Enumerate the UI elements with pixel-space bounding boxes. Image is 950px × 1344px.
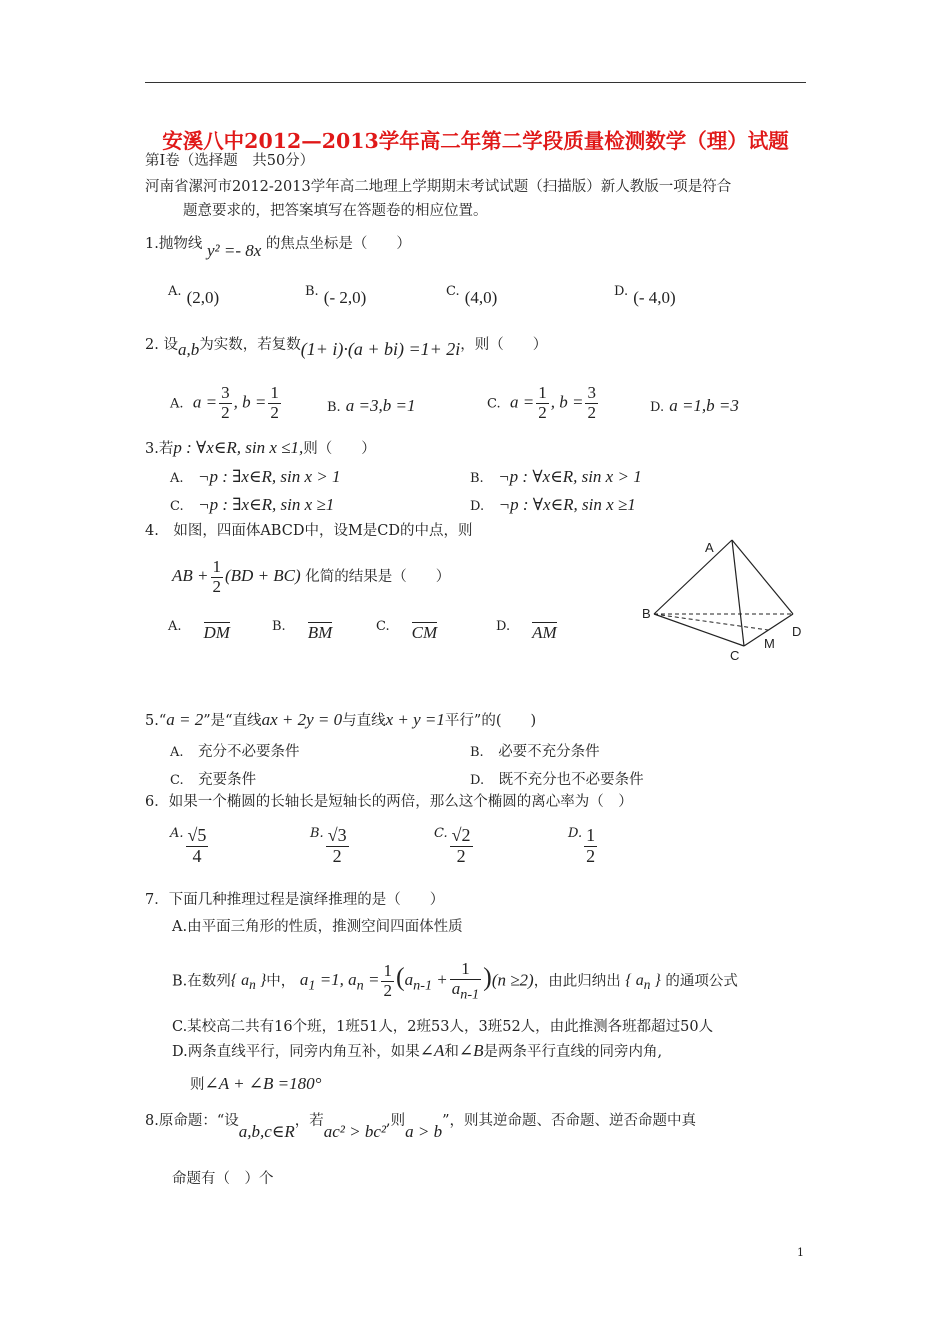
q2-option-d: D. a =1,b =3 (650, 396, 739, 415)
q3-option-a: A. ¬p : ∃x∈R, sin x > 1 (170, 467, 341, 486)
edge-ac (732, 540, 744, 646)
q3-option-c: C. ¬p : ∃x∈R, sin x ≥1 (170, 495, 335, 514)
q5-option-c: C. 充要条件 (170, 772, 257, 788)
question-6: 6．如果一个椭圆的长轴长是短轴长的两倍，那么这个椭圆的离心率为（ ） (145, 794, 633, 810)
q6-option-d: $^{D.}$ $\frac{1}{2}$ (568, 825, 596, 866)
q2-vars: a,b (177, 340, 200, 359)
q7-option-a: A.由平面三角形的性质，推测空间四面体性质 (172, 919, 463, 935)
q1-option-b: B. (- 2,0) (305, 284, 367, 307)
q5-option-d: D. 既不充分也不必要条件 (470, 772, 644, 788)
question-2: 2. 设a,b为实数，若复数(1+ i)·(a + bi) =1+ 2i，则（ ） (145, 337, 548, 359)
q6-option-c: $^{C.}$ $\frac{√2}{2}$ (434, 825, 471, 866)
q3-option-b: B. ¬p : ∀x∈R, sin x > 1 (470, 467, 642, 486)
q6-option-b: $^{B.}$ $\frac{√3}{2}$ (310, 825, 347, 866)
q7-option-b: B.在数列{ $a_n$ }中， $a_1 =1$, $a_n$ = $\frac{1}{2}$ ($a_{n-1}$ + $\frac{1}{a_{n-1}}$ )(n ≥2)，由此归纳出 { $a_n$ } 的通项公式 (172, 959, 738, 1003)
q4-option-c: C. CM (376, 619, 438, 642)
q7-option-c: C.某校高二共有16个班，1班51人，2班53人，3班52人，由此推测各班都超过50人 (172, 1019, 714, 1035)
q3-option-d: D. ¬p : ∀x∈R, sin x ≥1 (470, 495, 636, 514)
q1-option-c: C. (4,0) (446, 284, 498, 307)
q1-formula: y² =- 8x (206, 241, 262, 260)
q7-option-d: D.两条直线平行，同旁内角互补，如果∠A和∠B是两条平行直线的同旁内角, (172, 1041, 663, 1060)
q2-formula: (1+ i)·(a + bi) =1+ 2i (300, 339, 461, 359)
q4-option-a: A. DM (168, 619, 230, 642)
q4-option-b: B. BM (272, 619, 333, 642)
q8-line-2: 命题有（ ）个 (172, 1171, 274, 1187)
question-8: 8.原命题：“设a,b,c∈R，若ac² > bc²,则a > b”，则其逆命题、否命题、逆否命题中真 (145, 1113, 697, 1141)
question-3: 3.若p : ∀x∈R, sin x ≤1,则（ ） (145, 438, 376, 457)
question-4-stem: 4. 如图，四面体ABCD中，设M是CD的中点，则 (145, 523, 473, 539)
label-b: B (642, 606, 651, 621)
segment-bm (654, 614, 768, 630)
edge-bc (654, 614, 744, 646)
label-m: M (764, 636, 775, 651)
question-7: 7．下面几种推理过程是演绎推理的是（ ） (145, 892, 445, 908)
q1-stem: 1.抛物线 (145, 236, 203, 252)
q1-tail: 的焦点坐标是（ ） (265, 236, 411, 252)
tetrahedron-figure (640, 536, 820, 666)
q1-option-d: D. (- 4,0) (614, 284, 676, 307)
intro-line-2: 题意要求的，把答案填写在答题卷的相应位置。 (183, 203, 488, 219)
exam-title: 安溪八中2012—2013学年高二年第二学段质量检测数学（理）试题 (162, 129, 789, 153)
q6-option-a: $^{A.}$ $\frac{√5}{4}$ (170, 825, 207, 866)
header-rule (145, 82, 806, 83)
edge-ab (654, 540, 732, 614)
question-1 (145, 232, 411, 260)
intro-line-1: 河南省漯河市2012-2013学年高二地理上学期期末考试试题（扫描版）新人教版一项是符合 (145, 179, 732, 195)
section-heading: 第Ⅰ卷（选择题 共50分） (145, 153, 315, 169)
label-c: C (730, 648, 740, 663)
q2-option-c: C. a = $\frac{1}{2}$ , b = $\frac{3}{2}$ (487, 383, 596, 422)
q7-option-d-conclusion: 则∠A + ∠B =180° (190, 1074, 322, 1093)
label-d: D (792, 624, 802, 639)
question-4-expr: AB + $\frac{1}{2}$ (BD + BC) 化简的结果是（ ） (172, 557, 451, 596)
q2-option-b: B. a =3,b =1 (327, 396, 416, 415)
page-number: 1 (797, 1246, 804, 1259)
q5-option-a: A. 充分不必要条件 (170, 744, 300, 760)
edge-ad (732, 540, 793, 614)
question-5: 5.“a = 2”是“直线ax + 2y = 0与直线x + y =1平行”的( ) (145, 710, 537, 729)
q5-option-b: B. 必要不充分条件 (470, 744, 600, 760)
q4-option-d: D. AM (496, 619, 557, 642)
label-a: A (705, 540, 714, 555)
q1-option-a: A. (2,0) (168, 284, 220, 307)
q2-option-a: A. a = $\frac{3}{2}$ , b = $\frac{1}{2}$ (170, 383, 279, 422)
